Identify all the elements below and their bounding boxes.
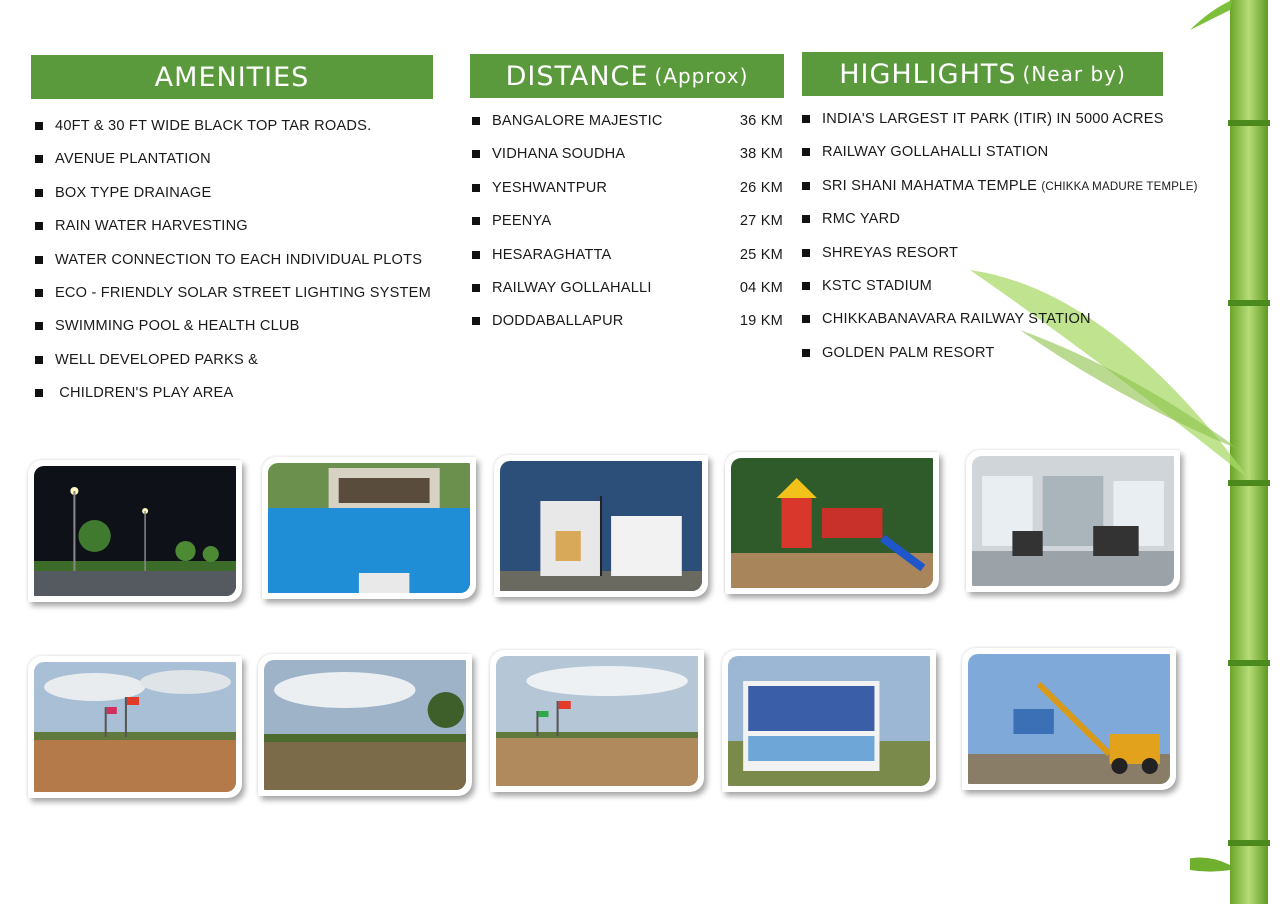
temple-note: (CHIKKA MADURE TEMPLE) bbox=[1041, 180, 1198, 193]
highlights-subtitle: (Near by) bbox=[1022, 62, 1126, 86]
list-item bbox=[470, 146, 783, 179]
list-item: RMC YARD bbox=[800, 211, 1240, 244]
street-lights-photo bbox=[28, 460, 242, 602]
swimming-pool-photo bbox=[262, 457, 476, 599]
list-item bbox=[470, 213, 783, 246]
list-item: INDIA'S LARGEST IT PARK (ITIR) IN 5000 ACRES bbox=[800, 111, 1240, 144]
list-item: WELL DEVELOPED PARKS & bbox=[33, 352, 463, 385]
amenities-header bbox=[31, 55, 433, 99]
list-item: 40FT & 30 FT WIDE BLACK TOP TAR ROADS. bbox=[33, 118, 463, 151]
gym-photo bbox=[966, 450, 1180, 592]
list-item: WATER CONNECTION TO EACH INDIVIDUAL PLOTS bbox=[33, 252, 463, 285]
open-land-photo bbox=[258, 654, 472, 796]
distance-km: 26 KM bbox=[739, 179, 783, 196]
distance-place: DODDABALLAPUR bbox=[492, 313, 624, 330]
temple-name: SRI SHANI MAHATMA TEMPLE bbox=[822, 177, 1038, 194]
distance-header bbox=[470, 54, 784, 98]
list-item: CHILDREN'S PLAY AREA bbox=[33, 385, 463, 418]
distance-km: 36 KM bbox=[739, 113, 783, 129]
distance-place: PEENYA bbox=[492, 213, 552, 230]
list-item: KSTC STADIUM bbox=[800, 278, 1240, 311]
amenities-title: AMENITIES bbox=[154, 61, 310, 93]
playground-photo bbox=[725, 452, 939, 594]
list-item: SWIMMING POOL & HEALTH CLUB bbox=[33, 318, 463, 351]
list-item: ECO - FRIENDLY SOLAR STREET LIGHTING SYSTEM bbox=[33, 285, 463, 318]
highlights-header bbox=[802, 52, 1163, 96]
list-item bbox=[470, 280, 783, 313]
highlights-list bbox=[800, 111, 1240, 378]
flags-site-photo bbox=[28, 656, 242, 798]
distance-place: HESARAGHATTA bbox=[492, 246, 612, 263]
distance-place: RAILWAY GOLLAHALLI bbox=[492, 279, 652, 296]
list-item: GOLDEN PALM RESORT bbox=[800, 345, 1240, 378]
distance-place: YESHWANTPUR bbox=[492, 179, 608, 196]
list-item: RAILWAY GOLLAHALLI STATION bbox=[800, 144, 1240, 177]
distance-subtitle: (Approx) bbox=[654, 64, 749, 88]
distance-list bbox=[470, 113, 783, 347]
billboard-photo bbox=[722, 650, 936, 792]
list-item bbox=[470, 113, 783, 146]
distance-place: BANGALORE MAJESTIC bbox=[492, 113, 663, 129]
list-item bbox=[470, 247, 783, 280]
list-item: AVENUE PLANTATION bbox=[33, 151, 463, 184]
list-item bbox=[470, 313, 783, 346]
flags-site-photo-2 bbox=[490, 650, 704, 792]
list-item: RAIN WATER HARVESTING bbox=[33, 218, 463, 251]
highlights-title: HIGHLIGHTS bbox=[839, 58, 1017, 90]
distance-km: 38 KM bbox=[739, 146, 783, 163]
list-item: BOX TYPE DRAINAGE bbox=[33, 185, 463, 218]
amenities-list bbox=[33, 118, 463, 419]
distance-km: 19 KM bbox=[739, 313, 783, 330]
distance-place: VIDHANA SOUDHA bbox=[492, 146, 626, 163]
distance-km: 25 KM bbox=[739, 246, 783, 263]
distance-km: 04 KM bbox=[739, 279, 783, 296]
crane-photo bbox=[962, 648, 1176, 790]
list-item bbox=[470, 180, 783, 213]
list-item: CHIKKABANAVARA RAILWAY STATION bbox=[800, 311, 1240, 344]
distance-km: 27 KM bbox=[739, 213, 783, 230]
list-item bbox=[800, 178, 1240, 211]
list-item: SHREYAS RESORT bbox=[800, 245, 1240, 278]
villa-photo bbox=[494, 455, 708, 597]
distance-title: DISTANCE bbox=[505, 60, 649, 92]
